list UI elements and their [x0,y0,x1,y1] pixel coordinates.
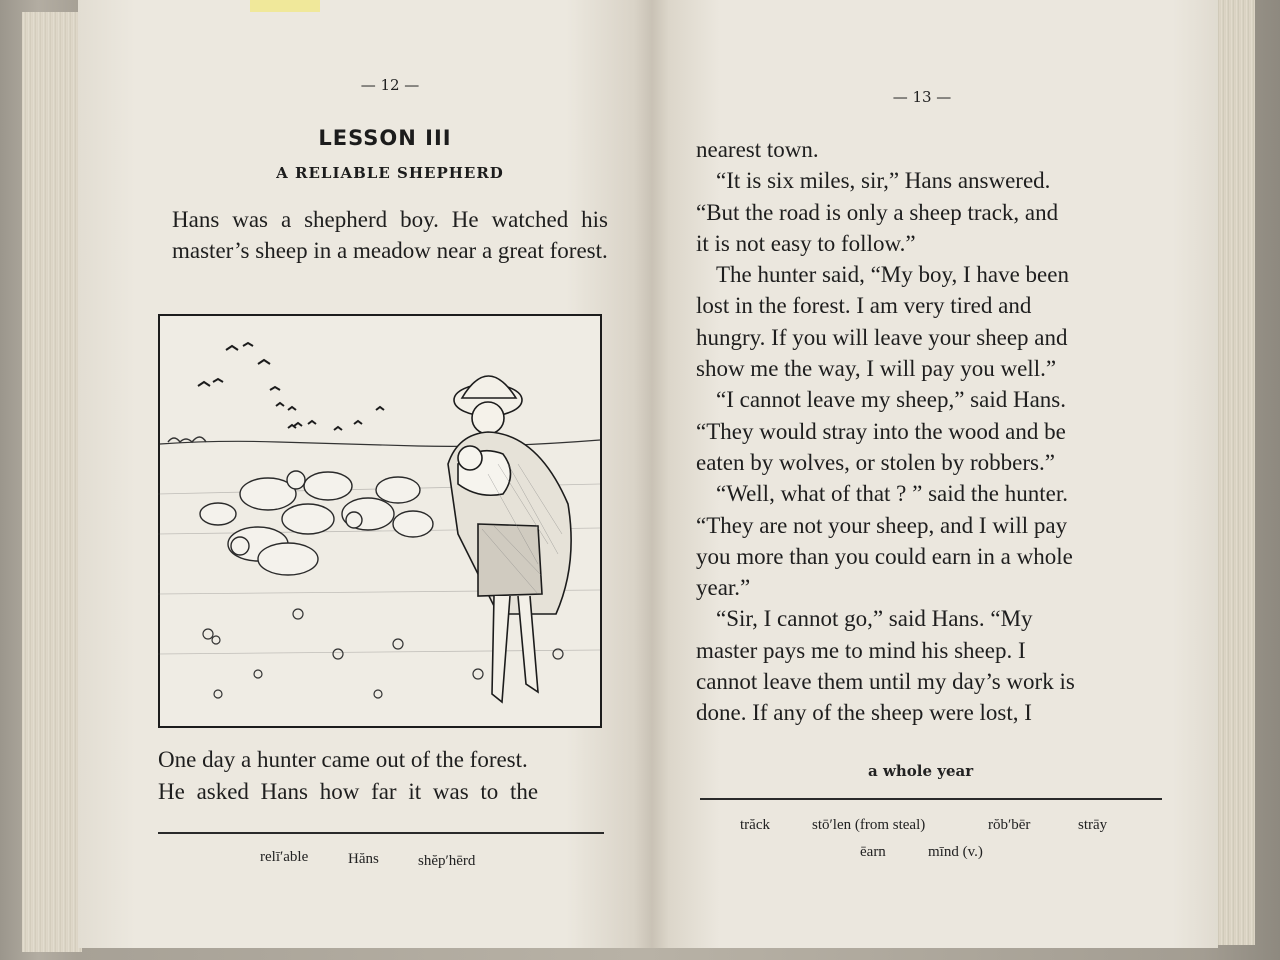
text-line: “I cannot leave my sheep,” said Hans. [716,387,1066,413]
text-line: cannot leave them until my day’s work is [696,669,1075,695]
text-line: lost in the forest. I am very tired and [696,293,1032,319]
footnote-word-track: trăck [740,817,770,833]
text-line: “But the road is only a sheep track, and [696,199,1059,225]
text-line: “They are not your sheep, and I will pay [696,512,1068,538]
text-line: you more than you could earn in a whole [696,543,1073,569]
paragraph-1: Hans was a shepherd boy. He watched his master’s sheep in a meadow near a great forest. [172,207,608,264]
shepherd-illustration [158,314,602,728]
footnote-word-3: shĕp′hērd [418,853,476,869]
text-line: nearest town. [696,137,819,162]
text-line: “Well, what of that ? ” said the hunter. [716,481,1068,507]
footnote-word-robber: rŏb′bēr [988,817,1031,833]
text-line: The hunter said, “My boy, I have been [716,262,1069,288]
paragraph-2-line-2: He asked Hans how far it was to the [158,779,539,804]
footnote-word-mind: mīnd (v.) [928,844,983,860]
text-line: year.” [696,575,751,601]
page-edges-left [22,12,82,952]
paragraph-2-line-1: One day a hunter came out of the forest. [158,747,528,772]
bookmark-tab [250,0,320,12]
footnote-rule-left [158,832,604,834]
text-line: done. If any of the sheep were lost, I [696,700,1032,726]
lesson-title: A RELIABLE SHEPHERD [276,164,504,182]
footnote-rule-right [700,798,1162,800]
left-page-number: — 12 — [360,76,420,94]
footnote-word-earn: ēarn [860,844,886,860]
footnote-word-1: relī′able [260,849,309,865]
right-page-text [696,134,1160,729]
footnote-word-stolen: stō′len (from steal) [812,817,926,833]
footnote-word-stray: strāy [1078,817,1108,833]
text-line: “They would stray into the wood and be [696,418,1066,444]
text-line: “It is six miles, sir,” Hans answered. [716,168,1051,194]
right-page-number: — 13 — [892,88,952,106]
page-edges-right [1215,0,1255,945]
text-line: master pays me to mind his sheep. I [696,637,1026,663]
inline-note: a whole year [868,762,974,780]
text-line: eaten by wolves, or stolen by robbers.” [696,449,1055,475]
text-line: “Sir, I cannot go,” said Hans. “My [716,606,1033,632]
text-line: hungry. If you will leave your sheep and [696,324,1068,350]
text-line: show me the way, I will pay you well.” [696,356,1057,382]
text-line: it is not easy to follow.” [696,230,916,256]
footnote-word-2: Hăns [348,851,379,867]
lesson-heading: LESSON III [318,126,452,150]
